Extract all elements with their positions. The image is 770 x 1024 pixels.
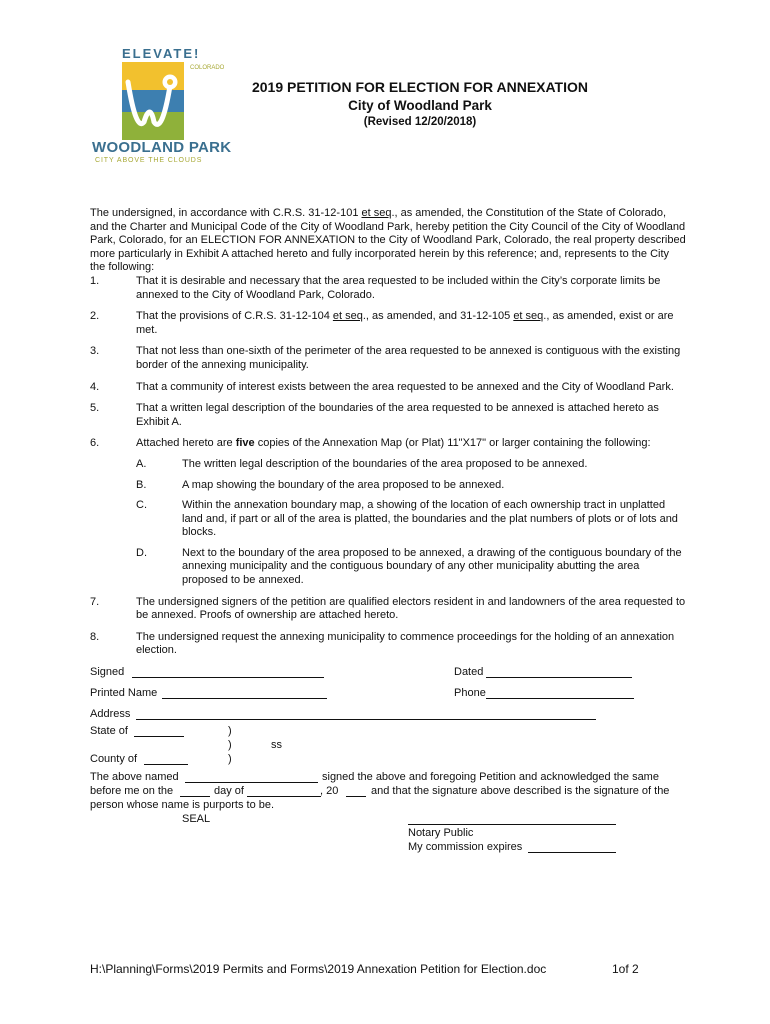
year-field[interactable] — [346, 785, 366, 797]
commission-field[interactable] — [528, 841, 616, 853]
sub-list-item: A. The written legal description of the boundaries of the area proposed to be annexed. — [136, 457, 588, 470]
document-subtitle: City of Woodland Park — [348, 98, 492, 113]
notary-public-row — [90, 827, 686, 841]
day-of-label: day of — [214, 785, 244, 798]
list-item: 5. That a written legal description of the boundaries of the area requested to be annexed is attached hereto as Exhibit A. — [90, 402, 659, 428]
county-field[interactable] — [144, 753, 188, 765]
notary-public-label: Notary Public — [408, 827, 474, 840]
bracket: ) — [228, 739, 232, 752]
day-field[interactable] — [180, 785, 210, 797]
list-item: 7. The undersigned signers of the petition are qualified electors resident in and landowners of the area requested to be annexed. Proofs of ownership are attached hereto. — [90, 595, 686, 622]
ss-row — [90, 739, 686, 753]
notary-signature-field[interactable] — [408, 813, 616, 825]
bracket: ) — [228, 753, 232, 766]
printed-name-row — [90, 687, 686, 701]
bracket: ) — [228, 725, 232, 738]
above-named-label: The above named — [90, 771, 179, 784]
notary-line-1 — [90, 771, 686, 785]
intro-paragraph: The undersigned, in accordance with C.R.S. 31-12-101 et seq., as amended, the Constitution of the State of Colorado, and the Charter and Municipal Code of the City of Woodland Park, hereby petition the City Council of the City of Woodland Park, Colorado, for an ELECTION FOR ANNEXATION to the City of Woodland Park, Colorado, the real property described more particularly in Exhibit A attached hereto and fully incorporated herein by this reference; and, represents to the City the following: — [90, 207, 686, 274]
seal-label: SEAL — [182, 813, 211, 826]
document-title: 2019 PETITION FOR ELECTION FOR ANNEXATION — [251, 79, 589, 95]
above-named-rest: signed the above and foregoing Petition and acknowledged the same — [322, 771, 659, 784]
before-me-label: before me on the — [90, 785, 174, 798]
list-item: 6. Attached hereto are five copies of the Annexation Map (or Plat) 11"X17" or larger containing the following: — [90, 437, 651, 450]
phone-label: Phone — [454, 687, 486, 700]
signed-label: Signed — [90, 666, 125, 679]
logo-side-text: COLORADO — [190, 65, 225, 71]
commission-label: My commission expires — [408, 841, 523, 854]
address-field[interactable] — [136, 708, 596, 720]
ss-label: ss — [271, 739, 282, 752]
woodland-park-logo — [92, 46, 232, 164]
list-item: 8. The undersigned request the annexing municipality to commence proceedings for the holding of an annexation election. — [90, 630, 675, 657]
above-named-field[interactable] — [185, 771, 318, 783]
phone-field[interactable] — [486, 687, 634, 699]
state-row — [90, 725, 686, 739]
dated-field[interactable] — [486, 666, 632, 678]
notary-line-3 — [90, 799, 686, 813]
signature-row — [90, 666, 686, 680]
logo-elevate-text: ELEVATE! — [122, 46, 201, 61]
printed-name-field[interactable] — [162, 687, 327, 699]
logo-name: WOODLAND PARK — [92, 139, 232, 156]
petition-body — [90, 207, 686, 855]
signed-field[interactable] — [132, 666, 324, 678]
sub-list-item: B. A map showing the boundary of the area proposed to be annexed. — [136, 478, 505, 491]
month-field[interactable] — [247, 785, 321, 797]
state-of-label: State of — [90, 725, 128, 738]
file-path: H:\Planning\Forms\2019 Permits and Forms\2019 Annexation Petition for Election.doc — [90, 962, 547, 976]
list-item: 2. That the provisions of C.R.S. 31-12-104 et seq., as amended, and 31-12-105 et seq., as amended, exist or are met. — [90, 310, 674, 336]
list-item: 4. That a community of interest exists between the area requested to be annexed and the City of Woodland Park. — [90, 380, 674, 393]
county-row — [90, 753, 686, 767]
page-number: 1of 2 — [612, 962, 639, 976]
list-item: 1. That it is desirable and necessary that the area requested to be included within the City’s corporate limits be annexed to the City of Woodland Park, Colorado. — [90, 274, 661, 301]
revision-date: (Revised 12/20/2018) — [363, 116, 477, 128]
list-item: 3. That not less than one-sixth of the perimeter of the area requested to be annexed is contiguous with the existing border of the annexing municipality. — [90, 345, 681, 371]
address-row — [90, 708, 686, 722]
year-prefix: , 20 — [320, 785, 339, 798]
county-of-label: County of — [90, 753, 138, 766]
sub-list-item: C. Within the annexation boundary map, a showing of the location of each ownership tract in unplatted land and, if part or all of the area is platted, the boundaries and the plat numbers of plots or of lots and blocks. — [136, 499, 678, 539]
sub-list-item: D. Next to the boundary of the area proposed to be annexed, a drawing of the contiguous boundary of the annexing municipality and the contiguous boundary of any other municipality abutting the area proposed to be annexed. — [136, 546, 682, 587]
commission-row — [90, 841, 686, 855]
seal-row — [90, 813, 686, 827]
notary-line-2 — [90, 785, 686, 799]
state-field[interactable] — [134, 725, 184, 737]
signature-rest: and that the signature above described is the signature of the — [371, 785, 670, 798]
dated-label: Dated — [454, 666, 484, 679]
logo-tagline: CITY ABOVE THE CLOUDS — [95, 157, 203, 164]
person-text: person whose name is purports to be. — [90, 799, 275, 812]
logo-art-icon — [122, 62, 184, 140]
printed-name-label: Printed Name — [90, 687, 158, 700]
address-label: Address — [90, 708, 131, 721]
